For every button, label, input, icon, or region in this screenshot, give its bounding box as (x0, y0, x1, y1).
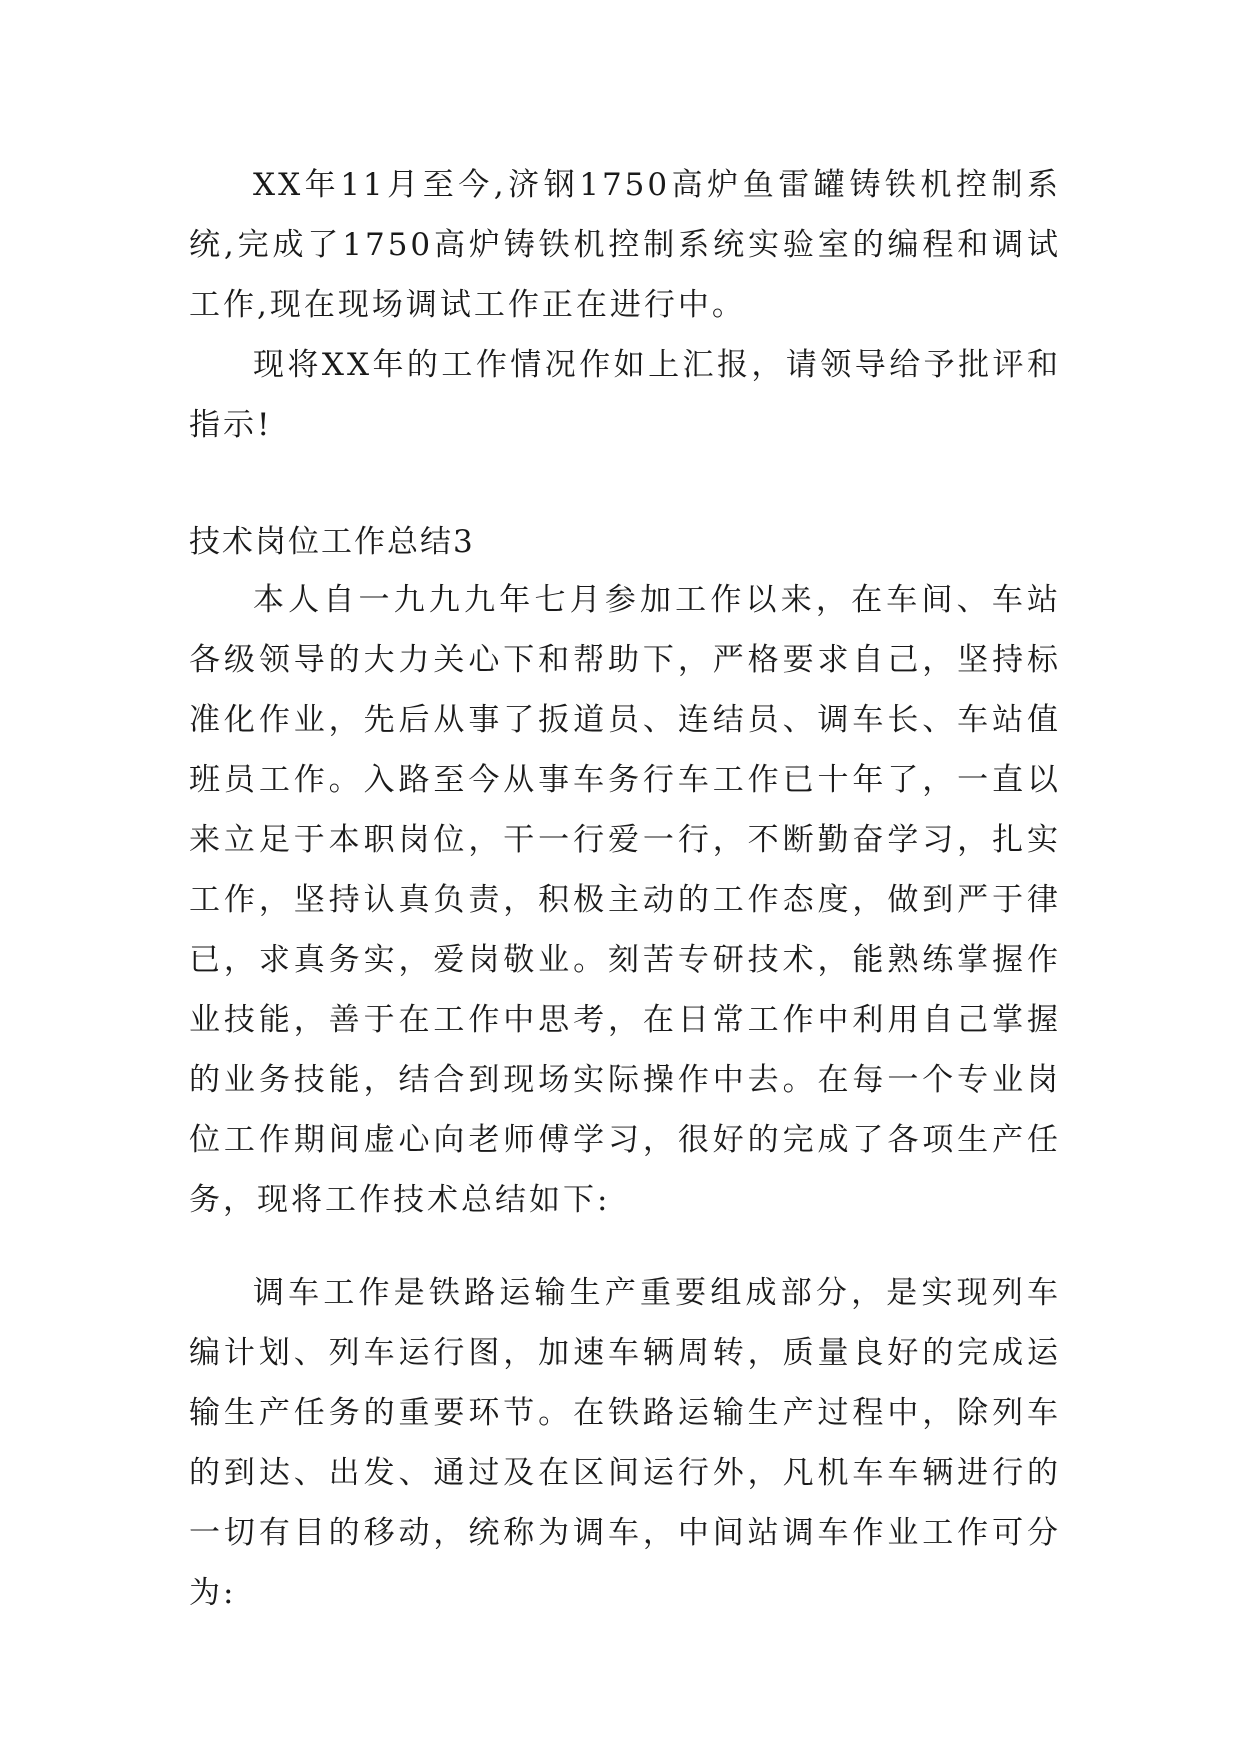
body-paragraph: 调车工作是铁路运输生产重要组成部分，是实现列车编计划、列车运行图，加速车辆周转，质量良好的完成运输生产任务的重要环节。在铁路运输生产过程中，除列车的到达、出发、通过及在区间运行外，凡机车车辆进行的一切有目的移动，统称为调车，中间站调车作业工作可分为: (189, 1275, 1061, 1611)
body-paragraph: 本人自一九九九年七月参加工作以来，在车间、车站各级领导的大力关心下和帮助下，严格要求自己，坚持标准化作业，先后从事了扳道员、连结员、调车长、车站值班员工作。入路至今从事车务行车工作已十年了，一直以来立足于本职岗位，干一行爱一行，不断勤奋学习，扎实工作，坚持认真负责，积极主动的工作态度，做到严于律已，求真务实，爱岗敬业。刻苦专研技术，能熟练掌握作业技能，善于在工作中思考，在日常工作中利用自己掌握的业务技能，结合到现场实际操作中去。在每一个专业岗位工作期间虚心向老师傅学习，很好的完成了各项生产任务，现将工作技术总结如下: (189, 582, 1061, 1218)
body-paragraph: XX年11月至今,济钢1750高炉鱼雷罐铸铁机控制系统,完成了1750高炉铸铁机控制系统实验室的编程和调试工作,现在现场调试工作正在进行中。 (189, 167, 1061, 323)
body-paragraph: 现将XX年的工作情况作如上汇报，请领导给予批评和指示! (189, 347, 1061, 443)
section-heading: 技术岗位工作总结3 (189, 524, 475, 560)
